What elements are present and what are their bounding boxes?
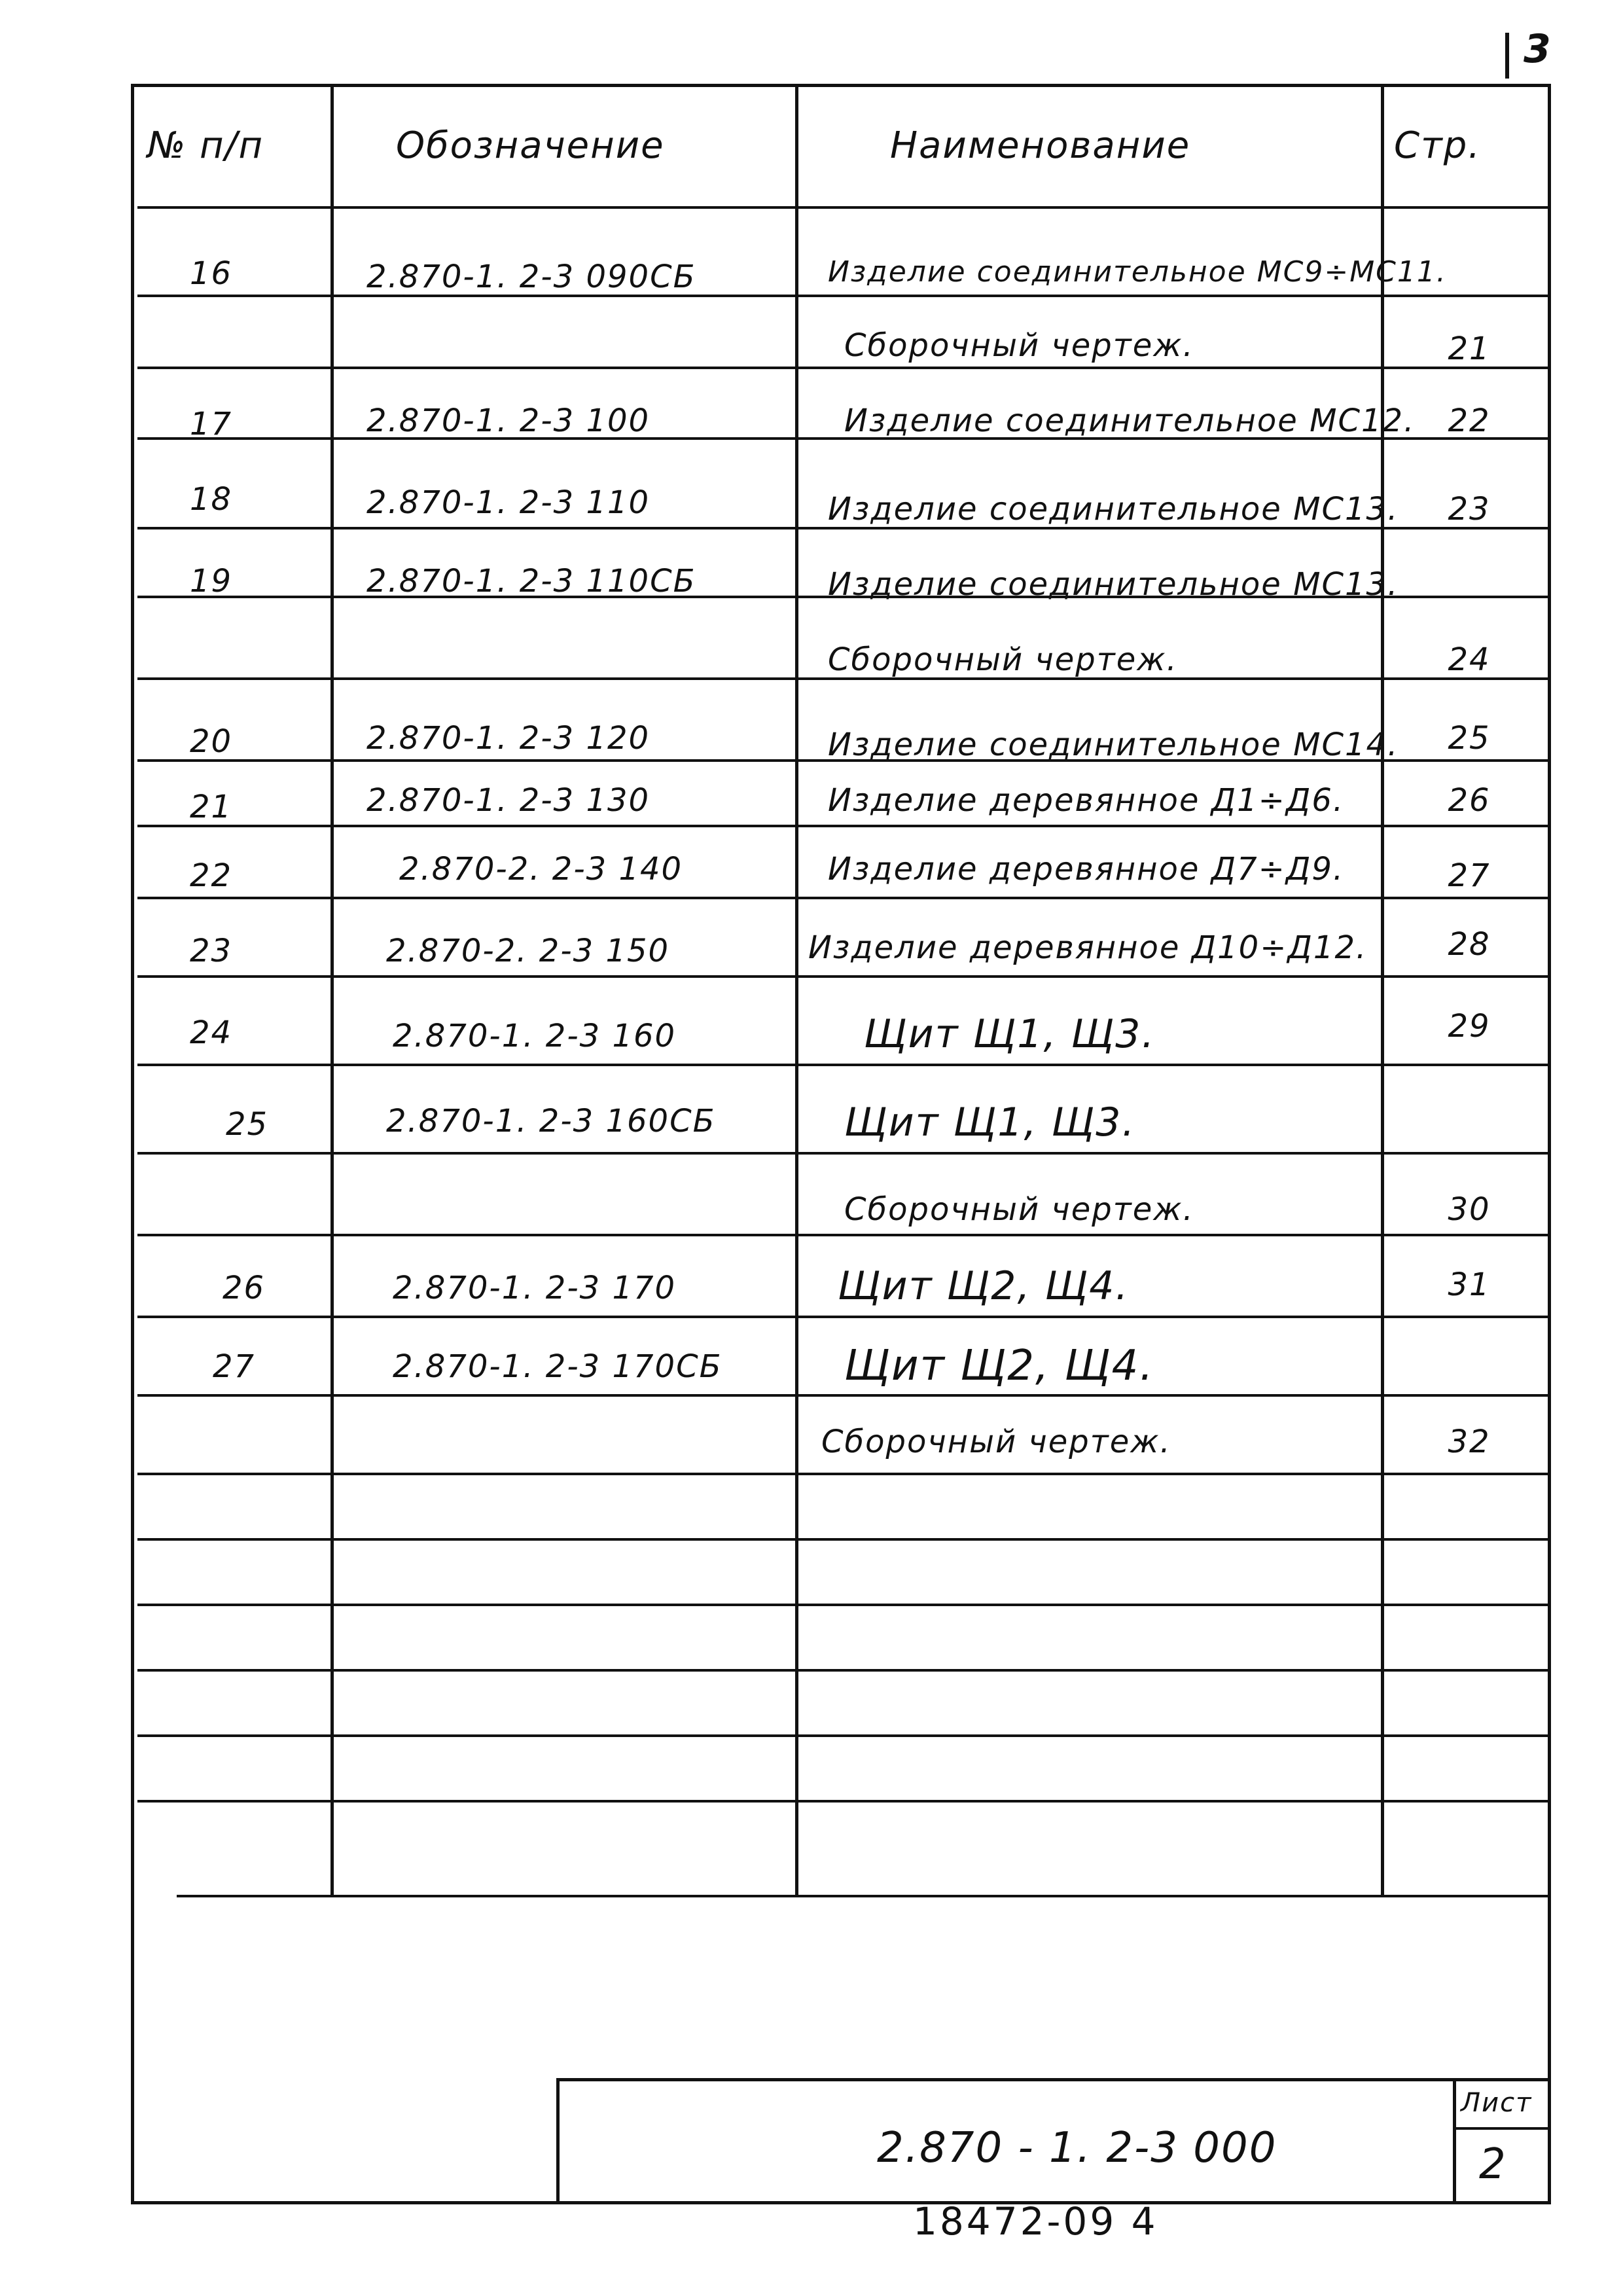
row-page: 28 bbox=[1448, 926, 1491, 963]
header-page: Стр. bbox=[1394, 124, 1482, 167]
row-rule bbox=[137, 975, 1551, 978]
header-designation: Обозначение bbox=[396, 124, 665, 167]
row-num: 20 bbox=[190, 723, 233, 760]
row-num: 27 bbox=[213, 1348, 256, 1385]
row-name: Щит Щ1, Щ3. bbox=[864, 1011, 1156, 1057]
row-name: Щит Щ2, Щ4. bbox=[844, 1342, 1154, 1390]
row-page: 32 bbox=[1448, 1424, 1491, 1460]
row-name: Сборочный чертеж. bbox=[844, 327, 1194, 364]
row-page: 26 bbox=[1448, 782, 1491, 819]
sheet-number: 3 bbox=[1524, 26, 1552, 72]
row-designation: 2.870-1. 2-3 110 bbox=[366, 484, 651, 521]
row-name: Изделие соединительное МС14. bbox=[828, 726, 1399, 763]
row-designation: 2.870-1. 2-3 110СБ bbox=[366, 563, 696, 600]
row-page: 29 bbox=[1448, 1008, 1491, 1045]
row-num: 23 bbox=[190, 933, 233, 969]
row-name: Щит Щ2, Щ4. bbox=[838, 1263, 1130, 1309]
row-name: Изделие деревянное Д10÷Д12. bbox=[808, 929, 1368, 966]
title-block-sheet-divider bbox=[1453, 2127, 1551, 2130]
row-num: 24 bbox=[190, 1014, 233, 1051]
row-num: 26 bbox=[223, 1270, 266, 1306]
row-designation: 2.870-1. 2-3 100 bbox=[366, 403, 651, 439]
row-rule bbox=[137, 1152, 1551, 1155]
row-rule bbox=[137, 1316, 1551, 1318]
row-page: 27 bbox=[1448, 857, 1491, 894]
row-designation: 2.870-1. 2-3 160 bbox=[393, 1018, 677, 1054]
row-rule bbox=[137, 1394, 1551, 1397]
row-designation: 2.870-2. 2-3 150 bbox=[386, 933, 670, 969]
row-name: Изделие соединительное МС12. bbox=[844, 403, 1416, 439]
document-frame bbox=[131, 84, 1551, 2204]
row-num: 21 bbox=[190, 789, 233, 825]
row-num: 25 bbox=[226, 1106, 269, 1143]
row-designation: 2.870-1. 2-3 130 bbox=[366, 782, 651, 819]
row-rule bbox=[137, 825, 1551, 827]
row-num: 17 bbox=[190, 406, 233, 442]
row-rule bbox=[137, 1064, 1551, 1066]
row-num: 18 bbox=[190, 481, 233, 518]
row-rule bbox=[137, 1734, 1551, 1737]
row-num: 22 bbox=[190, 857, 233, 894]
column-divider-3 bbox=[1381, 84, 1384, 1897]
column-divider-1 bbox=[330, 84, 334, 1897]
row-name: Изделие деревянное Д1÷Д6. bbox=[828, 782, 1345, 819]
row-name: Изделие деревянное Д7÷Д9. bbox=[828, 851, 1345, 888]
header-rule bbox=[137, 206, 1551, 209]
row-page: 31 bbox=[1448, 1266, 1491, 1303]
row-designation: 2.870-1. 2-3 170СБ bbox=[393, 1348, 722, 1385]
row-rule bbox=[137, 1800, 1551, 1803]
document-code: 2.870 - 1. 2-3 000 bbox=[877, 2124, 1277, 2172]
row-rule bbox=[137, 367, 1551, 369]
row-rule bbox=[137, 1473, 1551, 1475]
row-page: 21 bbox=[1448, 331, 1491, 367]
row-designation: 2.870-1. 2-3 090СБ bbox=[366, 259, 696, 295]
table-bottom-rule bbox=[177, 1895, 1551, 1897]
footer-reference: 18472-09 4 bbox=[913, 2199, 1158, 2244]
row-designation: 2.870-1. 2-3 170 bbox=[393, 1270, 677, 1306]
row-name: Изделие соединительное МС13. bbox=[828, 491, 1399, 528]
row-page: 22 bbox=[1448, 403, 1491, 439]
title-block-divider bbox=[1453, 2078, 1456, 2204]
row-page: 25 bbox=[1448, 720, 1491, 757]
sheet-mark bbox=[1505, 33, 1509, 79]
row-rule bbox=[137, 1669, 1551, 1672]
row-name: Сборочный чертеж. bbox=[828, 641, 1178, 678]
row-designation: 2.870-1. 2-3 160СБ bbox=[386, 1103, 716, 1139]
row-rule bbox=[137, 295, 1551, 297]
row-num: 19 bbox=[190, 563, 233, 600]
row-page: 23 bbox=[1448, 491, 1491, 528]
row-rule bbox=[137, 897, 1551, 899]
row-name: Щит Щ1, Щ3. bbox=[844, 1100, 1136, 1145]
sheet-value: 2 bbox=[1479, 2140, 1507, 2189]
row-page: 24 bbox=[1448, 641, 1491, 678]
row-designation: 2.870-1. 2-3 120 bbox=[366, 720, 651, 757]
row-name: Сборочный чертеж. bbox=[844, 1191, 1194, 1228]
row-designation: 2.870-2. 2-3 140 bbox=[399, 851, 683, 888]
row-page: 30 bbox=[1448, 1191, 1491, 1228]
row-rule bbox=[137, 1234, 1551, 1236]
row-name: Изделие соединительное МС13. bbox=[828, 566, 1399, 603]
header-num: № п/п bbox=[147, 124, 264, 167]
row-rule bbox=[137, 1604, 1551, 1606]
column-divider-2 bbox=[795, 84, 798, 1897]
row-num: 16 bbox=[190, 255, 233, 292]
row-name: Сборочный чертеж. bbox=[821, 1424, 1171, 1460]
row-rule bbox=[137, 1538, 1551, 1541]
header-name: Наименование bbox=[890, 124, 1191, 167]
sheet-label: Лист bbox=[1461, 2088, 1533, 2118]
row-name: Изделие соединительное МС9÷МС11. bbox=[828, 255, 1447, 289]
